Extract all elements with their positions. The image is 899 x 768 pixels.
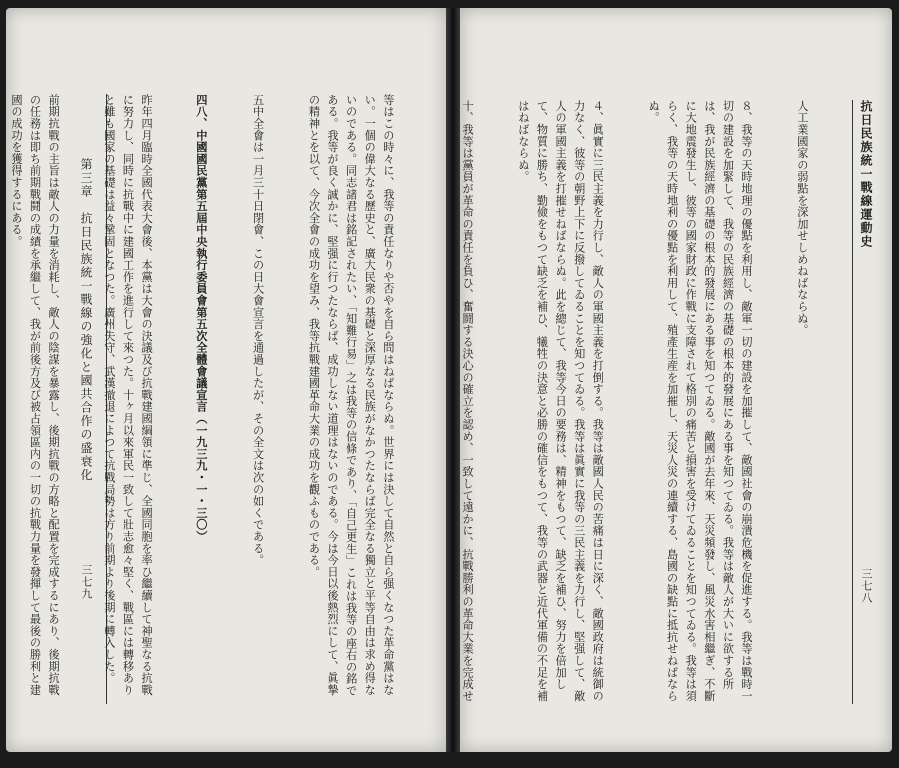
page-number: 三七八: [860, 568, 873, 604]
paragraph: ４、眞實に三民主義を力行し、敵人の軍國主義を打倒する。我等は敵國人民の苦痛は日に深く、敵國政府は統御の力なく、彼等の朝野上下に反撥してゐることを知つてゐる。我等は眞實に我等の三民主義を力行し、堅强して、敵人の軍國主義を打摧せねばならぬ。此を總じて、我等今日の要務は、精神をもつて、缺乏を補ひ、努力を倍加して、物質に勝ち、勤儉をもつて缺乏を補ひ、犧牲の決意と必勝の確信をもつて、我等の武器と近代軍備の不足を補はねばならぬ。: [516, 100, 605, 702]
paragraph: ８、我等の天時地理の優點を利用し、敵軍一切の建設を加摧して、敵國社會の崩潰危機を促進する。我等は戰時一切の建設を加緊して、我等の民族經濟の基礎の根本的發展にある事を知つてゐる。我等は敵人が大いに欲する所は、我が民族經濟の基礎の根本的發展にある事を知つてゐる。敵國が去年來、天災頻發し、風災水害相繼ぎ、不斷に大地震發生し、彼等の國家財政に作戰に支障されて格別の痛苦と損害を受けてゐることを知つてゐる。我等は須らく、我等の天時地利の優點を利用して、殖產生産を加摧し、天災人災の連續する、島國の缺點に抵抗せねばならぬ。: [647, 100, 754, 702]
paragraph: 十、我等は黨員が革命の責任を負ひ、奮鬪する決心の確立を認め、一致して遠かに、抗戰勝利の革命大業を完成せ: [461, 100, 475, 702]
right-page: [460, 8, 892, 752]
left-page: [6, 8, 446, 752]
page-number: 三七九: [80, 564, 93, 600]
body-text: [461, 100, 848, 704]
paragraph: 昨年四月臨時全國代表大會後、本黨は大會の決議及び抗戰建國綱領に準じ、全國同胞を率ひ繼續して神聖なる抗戰に努力し、同時に抗戰中に建國工作を進行して來つた。十ヶ月以來軍民一致して壯志愈々堅く、戰區には轉移ありと雖も國家の基礎は益々鞏固となつた。廣州失守、武漢撤退によつて抗戰局勢は方り前期より後期に轉入した。: [102, 94, 154, 696]
section-title: 四八、中國國民黨第五屆中央執行委員會第五次全體會議宣言（一九三九・一・三〇）: [194, 94, 209, 543]
paragraph: 五中全會は一月三十日閉會、この日大會宣言を通過したが、その全文は次の如くである。: [251, 94, 265, 566]
paragraph: 人工業國家の弱點を深加せしめねばならぬ。: [795, 100, 809, 336]
running-head: 第三章 抗日民族統一戰線の強化と國共合作の盛衰化: [79, 158, 93, 482]
book-gutter: [446, 8, 460, 752]
paragraph: 前期抗戰の主旨は敵人の力量を消耗し、敵人の陰謀を暴露し、後期抗戰の方略と配置を完成するにあり、後期抗戰の任務は即ち前期戰鬪の成績を承繼して、我が前後方及び被占領區内の一切の抗戰力量を發揮して最後の勝利と建國の成功を獲得するにある。: [9, 94, 61, 696]
paragraph: 等はこの時々に、我等の責任なりや否やを自ら問はねばならぬ。世界には決して自然と自ら强くなつた革命黨はない。一個の偉大なる歷史と、廣大民衆の基礎と深厚なる民族がなかつたならば完全なる獨立と平等自由は求め得ないのである。同志諸君は銘記されたい、「知難行易」之は我等の信條であり、「自己更生」これは我等の座右の銘である。我等が良く誠かに、堅强に行つたならば、成功しない道理はないのである。今は今日以後熱烈にして、眞摯の精神とを以て、今次全會の成功を望み、我等抗戰建國革命大業の成功を觀ふものである。: [307, 94, 395, 697]
running-head: 抗日民族統一戰線運動史: [859, 100, 873, 249]
header-rule: [852, 100, 853, 704]
